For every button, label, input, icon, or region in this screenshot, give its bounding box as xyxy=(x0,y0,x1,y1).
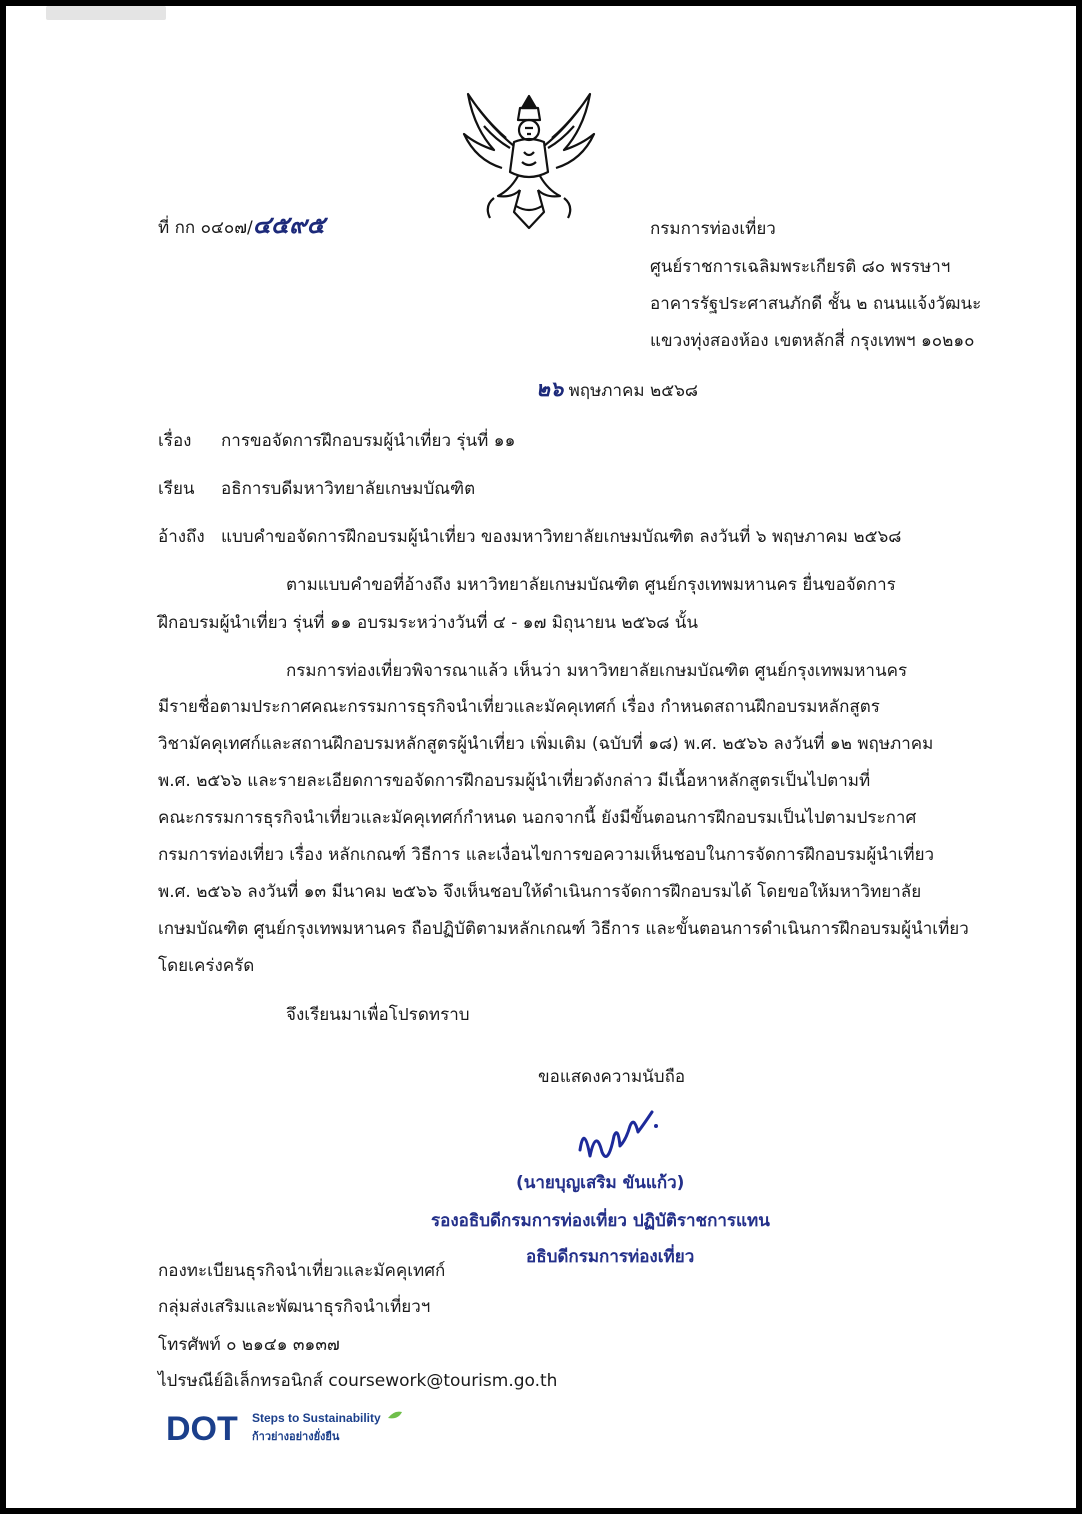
agency-name: กรมการท่องเที่ยว xyxy=(650,219,776,239)
footer-group: กลุ่มส่งเสริมและพัฒนาธุรกิจนำเที่ยวฯ xyxy=(158,1297,431,1317)
body-para2-line: กรมการท่องเที่ยวพิจารณาแล้ว เห็นว่า มหาวิทยาลัยเกษมบัณฑิต ศูนย์กรุงเทพมหานคร xyxy=(286,661,908,681)
signatory-name: (นายบุญเสริม ขันแก้ว) xyxy=(516,1173,685,1193)
letter-date xyxy=(536,378,698,402)
body-para2-line: คณะกรรมการธุรกิจนำเที่ยวและมัคคุเทศก์กำหนด นอกจากนี้ ยังมีขั้นตอนการฝึกอบรมเป็นไปตามประกาศ xyxy=(158,808,917,828)
footer-phone: โทรศัพท์ ๐ ๒๑๔๑ ๓๑๓๗ xyxy=(158,1335,340,1355)
body-para1-line: ฝึกอบรมผู้นำเที่ยว รุ่นที่ ๑๑ อบรมระหว่างวันที่ ๔ - ๑๗ มิถุนายน ๒๕๖๘ นั้น xyxy=(158,613,699,633)
signatory-position-on-behalf: อธิบดีกรมการท่องเที่ยว xyxy=(526,1247,695,1267)
date-day: ๒๖ xyxy=(536,376,564,401)
closing-line: จึงเรียนมาเพื่อโปรดทราบ xyxy=(286,1005,470,1025)
recipient-label: เรียน xyxy=(158,479,195,499)
body-para2-line: วิชามัคคุเทศก์และสถานฝึกอบรมหลักสูตรผู้นำเที่ยว เพิ่มเติม (ฉบับที่ ๑๘) พ.ศ. ๒๕๖๖ ลงวันที่ ๑๒ พฤษภาคม xyxy=(158,734,934,754)
subject-label: เรื่อง xyxy=(158,431,192,451)
footer-email: ไปรษณีย์อิเล็กทรอนิกส์ coursework@tourism.go.th xyxy=(158,1371,558,1391)
agency-address-line-2: อาคารรัฐประศาสนภักดี ชั้น ๒ ถนนแจ้งวัฒนะ xyxy=(650,294,982,314)
body-para2-line: พ.ศ. ๒๕๖๖ และรายละเอียดการขอจัดการฝึกอบรมผู้นำเที่ยวดังกล่าว มีเนื้อหาหลักสูตรเป็นไปตามที่ xyxy=(158,771,871,791)
body-para2-line: เกษมบัณฑิต ศูนย์กรุงเทพมหานคร ถือปฏิบัติตามหลักเกณฑ์ วิธีการ และขั้นตอนการดำเนินการฝึกอบรมผู้นำเที่ยว xyxy=(158,919,969,939)
reference-number-line xyxy=(158,210,325,239)
letter-page xyxy=(6,6,1076,1508)
body-para2-line: พ.ศ. ๒๕๖๖ ลงวันที่ ๑๓ มีนาคม ๒๕๖๖ จึงเห็นชอบให้ดำเนินการจัดการฝึกอบรมได้ โดยขอให้มหาวิทยาลัย xyxy=(158,882,922,902)
logo-slogan-th: ก้าวย่างอย่างยั่งยืน xyxy=(252,1430,340,1443)
body-para2-line: มีรายชื่อตามประกาศคณะกรรมการธุรกิจนำเที่ยวและมัคคุเทศก์ เรื่อง กำหนดสถานฝึกอบรมหลักสูตร xyxy=(158,697,880,717)
signatory-position: รองอธิบดีกรมการท่องเที่ยว ปฏิบัติราชการแทน xyxy=(431,1211,770,1231)
footer-division: กองทะเบียนธุรกิจนำเที่ยวและมัคคุเทศก์ xyxy=(158,1261,446,1281)
garuda-emblem-icon xyxy=(454,86,604,236)
reference-number: ๔๕๙๕ xyxy=(252,210,325,239)
logo-slogan-en: Steps to Sustainability xyxy=(252,1411,381,1425)
date-month-year: พฤษภาคม ๒๕๖๘ xyxy=(568,381,699,401)
agency-address-line-3: แขวงทุ่งสองห้อง เขตหลักสี่ กรุงเทพฯ ๑๐๒๑๐ xyxy=(650,331,975,351)
agency-address-line-1: ศูนย์ราชการเฉลิมพระเกียรติ ๘๐ พรรษาฯ xyxy=(650,257,951,277)
logo-wordmark: DOT xyxy=(166,1410,238,1448)
reference-label: ที่ กก ๐๔๐๗/ xyxy=(158,218,253,238)
body-para2-line: โดยเคร่งครัด xyxy=(158,956,255,976)
leaf-icon xyxy=(388,1412,402,1419)
handwritten-signature-icon xyxy=(574,1106,664,1176)
dot-logo xyxy=(166,1404,406,1450)
reference-doc-text: แบบคำขอจัดการฝึกอบรมผู้นำเที่ยว ของมหาวิทยาลัยเกษมบัณฑิต ลงวันที่ ๖ พฤษภาคม ๒๕๖๘ xyxy=(221,527,902,547)
subject-text: การขอจัดการฝึกอบรมผู้นำเที่ยว รุ่นที่ ๑๑ xyxy=(221,431,516,451)
body-para1-line: ตามแบบคำขอที่อ้างถึง มหาวิทยาลัยเกษมบัณฑิต ศูนย์กรุงเทพมหานคร ยื่นขอจัดการ xyxy=(286,575,896,595)
body-para2-line: กรมการท่องเที่ยว เรื่อง หลักเกณฑ์ วิธีการ และเงื่อนไขการขอความเห็นชอบในการจัดการฝึกอบรมผู้นำเที่ยว xyxy=(158,845,935,865)
reference-doc-label: อ้างถึง xyxy=(158,527,205,547)
regards-line: ขอแสดงความนับถือ xyxy=(538,1067,686,1087)
scan-smudge xyxy=(46,6,166,20)
recipient-text: อธิการบดีมหาวิทยาลัยเกษมบัณฑิต xyxy=(221,479,476,499)
